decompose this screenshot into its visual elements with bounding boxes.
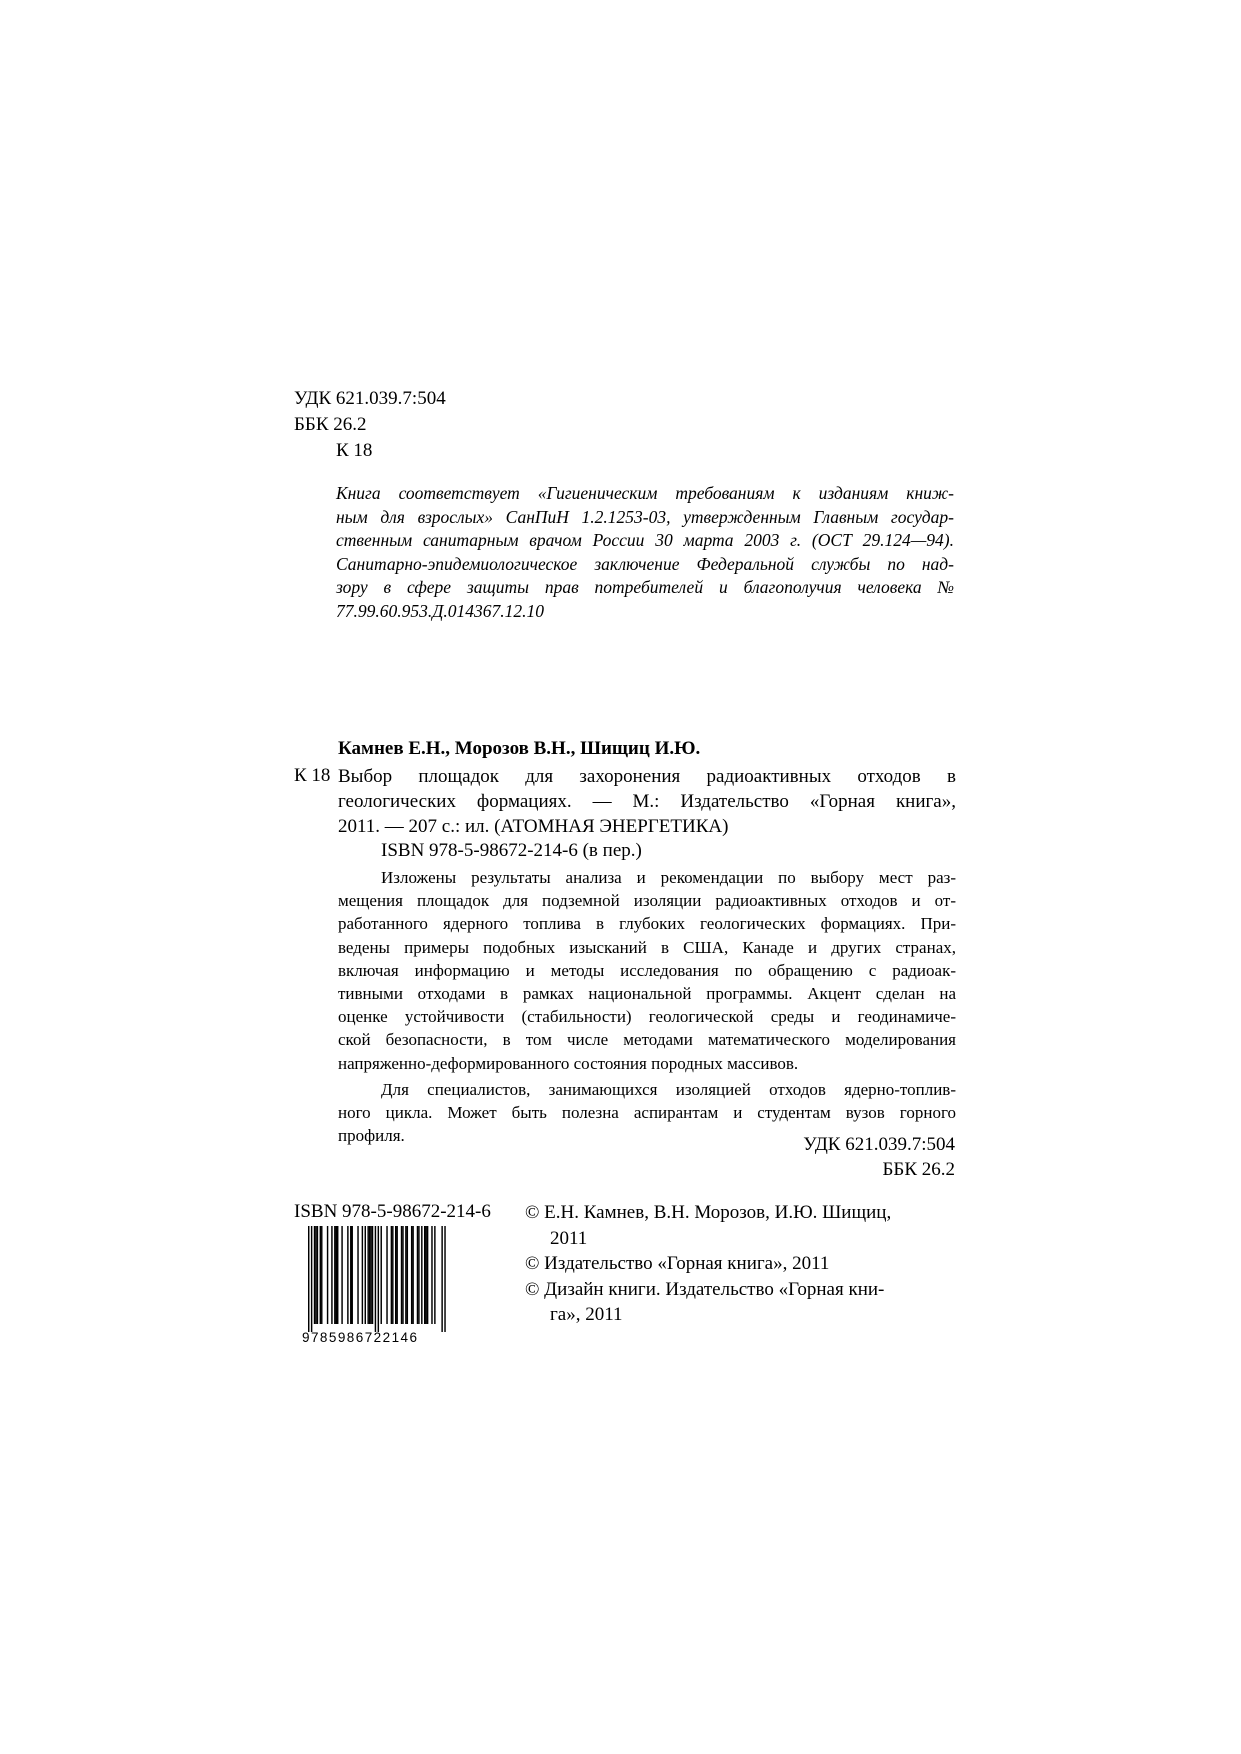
- notice-line: ным для взрослых» СанПиН 1.2.1253-03, утвержденным Главным государ-: [336, 506, 954, 527]
- barcode-bar: [386, 1226, 387, 1324]
- annotation-line: Изложены результаты анализа и рекомендации по выбору мест раз-: [381, 868, 956, 887]
- barcode-bar: [402, 1226, 403, 1324]
- annotation-line: тивными отходами в рамках национальной программы. Акцент сделан на: [338, 984, 956, 1004]
- bibliography-line: 2011. — 207 с.: ил. (АТОМНАЯ ЭНЕРГЕТИКА): [338, 816, 729, 837]
- barcode-bar: [391, 1226, 392, 1324]
- barcode-bar: [431, 1226, 432, 1324]
- annotation-line: включая информацию и методы исследования по обращению с радиоак-: [338, 960, 956, 980]
- barcode-bar: [405, 1226, 406, 1324]
- bbk-code-bottom: ББК 26.2: [882, 1159, 955, 1180]
- barcode-bars: [302, 1226, 454, 1332]
- bibliography-line: геологических формациях. — М.: Издательство «Горная книга»,: [338, 791, 956, 812]
- barcode-bar: [401, 1226, 402, 1324]
- isbn-label: ISBN 978-5-98672-214-6: [294, 1201, 491, 1222]
- copyright-line: © Издательство «Горная книга», 2011: [525, 1253, 830, 1274]
- barcode-guard-bar: [311, 1226, 312, 1332]
- barcode-bar: [331, 1226, 332, 1324]
- barcode-bar: [411, 1226, 412, 1324]
- bbk-code: ББК 26.2: [294, 414, 367, 435]
- annotation-line: оценке устойчивости (стабильности) геологической среды и геодинамиче-: [338, 1007, 956, 1027]
- annotation-line: работанного ядерного топлива в глубоких геологических формациях. При-: [338, 914, 956, 934]
- barcode-bar: [314, 1226, 315, 1324]
- classification-top: [294, 386, 446, 464]
- barcode-bar: [421, 1226, 422, 1324]
- notice-line: ственным санитарным врачом России 30 марта 2003 г. (ОСТ 29.124—94).: [336, 530, 954, 550]
- annotation-line: профиля.: [338, 1126, 405, 1146]
- barcode-bar: [327, 1226, 328, 1324]
- barcode-bar: [367, 1226, 368, 1324]
- barcode-bar: [365, 1226, 366, 1324]
- barcode-bar: [434, 1226, 435, 1324]
- barcode-guard-bar: [308, 1226, 309, 1332]
- barcode-bar: [425, 1226, 426, 1324]
- notice-line: 77.99.60.953.Д.014367.12.10: [336, 600, 545, 621]
- annotation: [338, 866, 956, 1147]
- barcode-guard-bar: [375, 1226, 376, 1332]
- barcode-guard-bar: [441, 1226, 442, 1332]
- hygienic-notice: [336, 482, 954, 623]
- bibliography-code: К 18: [294, 765, 331, 786]
- annotation-line: ного цикла. Может быть полезна аспирантам и студентам вузов горного: [338, 1103, 956, 1123]
- barcode-bar: [372, 1226, 373, 1324]
- barcode-bar: [369, 1226, 370, 1324]
- barcode-bar: [392, 1226, 393, 1324]
- barcode-bar: [352, 1226, 353, 1324]
- annotation-line: Для специалистов, занимающихся изоляцией отходов ядерно-топлив-: [381, 1079, 956, 1099]
- barcode-bar: [412, 1226, 413, 1324]
- bibliographic-description: [338, 764, 956, 839]
- barcode-bar: [395, 1226, 396, 1324]
- barcode-bar: [341, 1226, 342, 1324]
- barcode-bar: [362, 1226, 363, 1324]
- barcode-bar: [418, 1226, 419, 1324]
- bibliography-line: Выбор площадок для захоронения радиоактивных отходов в: [338, 766, 956, 787]
- author-mark: К 18: [336, 440, 373, 461]
- annotation-line: напряженно-деформированного состояния породных массивов.: [338, 1053, 799, 1073]
- barcode-bar: [370, 1226, 371, 1324]
- notice-line: зору в сфере защиты прав потребителей и благополучия человека №: [336, 577, 954, 597]
- barcode-bar: [347, 1226, 348, 1324]
- copyright-block: [525, 1200, 965, 1328]
- barcode-bar: [337, 1226, 338, 1324]
- copyright-line: © Дизайн книги. Издательство «Горная кни-: [525, 1278, 885, 1300]
- barcode-bar: [424, 1226, 425, 1324]
- barcode-bar: [317, 1226, 318, 1324]
- barcode-bar: [407, 1226, 408, 1324]
- barcode-bar: [336, 1226, 337, 1324]
- barcode-bar: [381, 1226, 382, 1324]
- barcode-bar: [396, 1226, 397, 1324]
- notice-line: Книга соответствует «Гигиеническим требованиям к изданиям книж-: [336, 483, 954, 503]
- barcode-bar: [350, 1226, 351, 1324]
- barcode-guard-bar: [378, 1226, 379, 1332]
- bibliography-isbn: ISBN 978-5-98672-214-6 (в пер.): [381, 840, 642, 861]
- annotation-line: ведены примеры подобных изысканий в США, Канаде и других странах,: [338, 937, 956, 957]
- authors-heading: Камнев Е.Н., Морозов В.Н., Шищиц И.Ю.: [338, 738, 701, 759]
- barcode-bar: [357, 1226, 358, 1324]
- isbn-barcode: [302, 1226, 454, 1348]
- udk-code: УДК 621.039.7:504: [294, 388, 446, 409]
- copyright-line: 2011: [550, 1227, 588, 1249]
- barcode-bar: [334, 1226, 335, 1324]
- copyright-line: © Е.Н. Камнев, В.Н. Морозов, И.Ю. Шищиц,: [525, 1202, 892, 1223]
- udk-code-bottom: УДК 621.039.7:504: [803, 1134, 955, 1155]
- barcode-bar: [321, 1226, 322, 1324]
- barcode-bar: [320, 1226, 321, 1324]
- barcode-bar: [417, 1226, 418, 1324]
- annotation-line: ской безопасности, в том числе методами математического моделирования: [338, 1030, 956, 1050]
- notice-line: Санитарно-эпидемиологическое заключение Федеральной службы по над-: [336, 553, 954, 574]
- annotation-line: мещения площадок для подземной изоляции радиоактивных отходов и от-: [338, 891, 956, 911]
- barcode-bar: [315, 1226, 316, 1324]
- barcode-guard-bar: [444, 1226, 445, 1332]
- classification-bottom: [700, 1132, 955, 1182]
- barcode-bar: [427, 1226, 428, 1324]
- barcode-digits: 9785986722146: [302, 1330, 419, 1345]
- copyright-line: га», 2011: [550, 1304, 623, 1325]
